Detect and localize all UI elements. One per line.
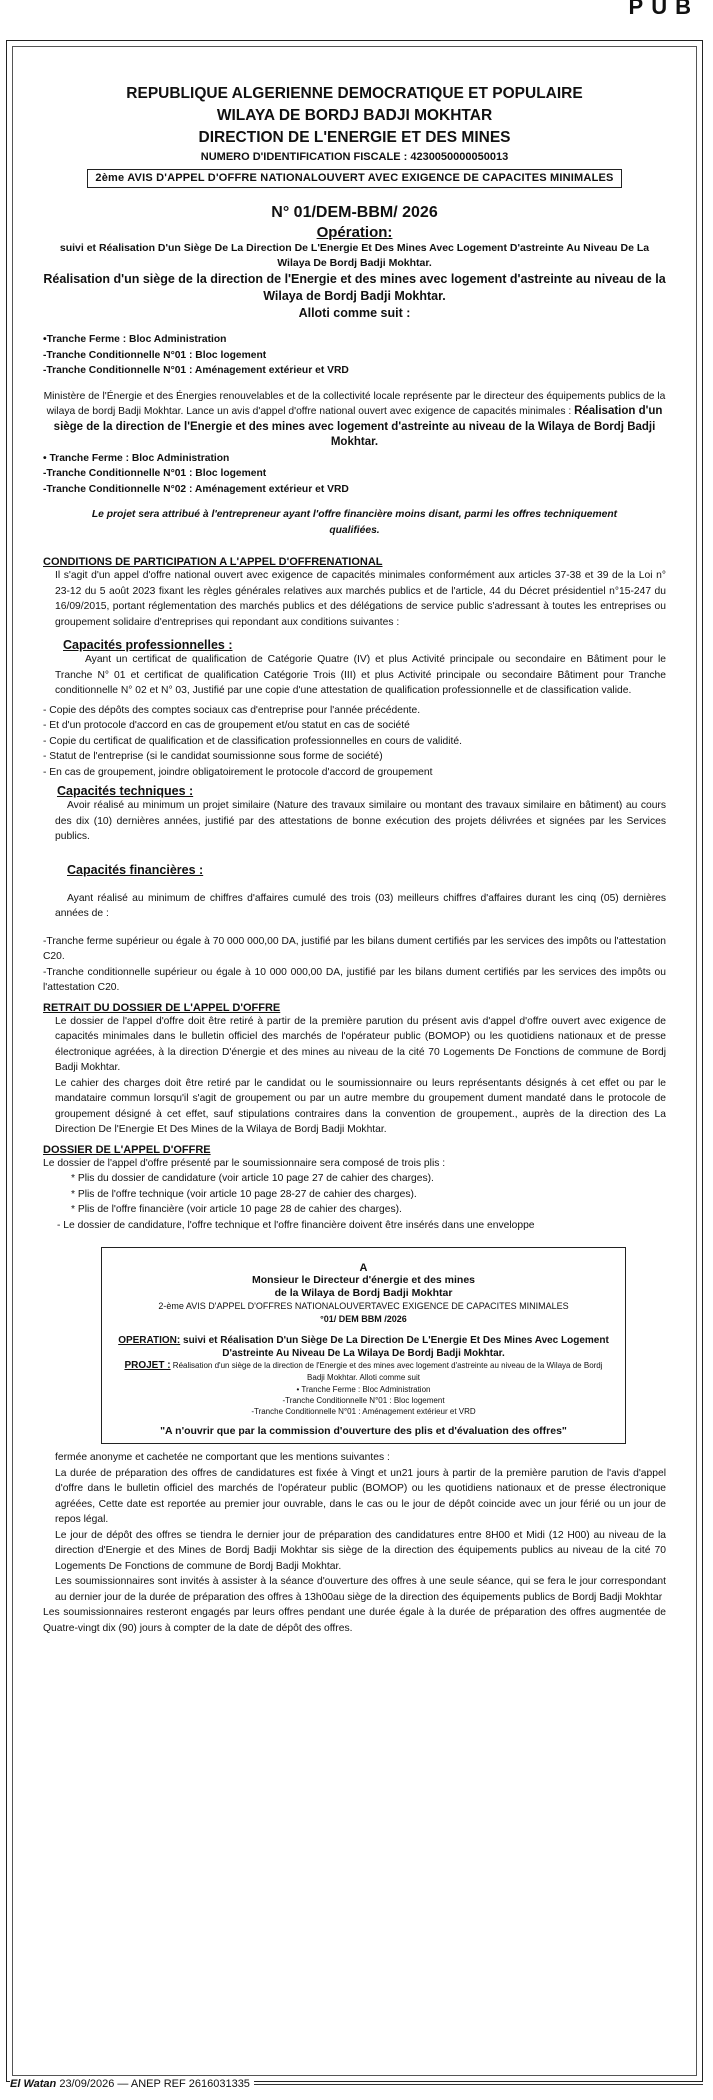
header-wilaya: WILAYA DE BORDJ BADJI MOKHTAR: [216, 107, 493, 124]
dossier-intro: Le dossier de l'appel d'offre présenté par le soumissionnaire sera composé de trois plis :: [43, 1157, 446, 1169]
envelope-proj-text: Réalisation d'un siège de la direction de l'Energie et des mines avec logement d'astreinte au niveau de la Wilaya de Bordj Badji Mokhtar. Alloti comme suit: [170, 1361, 603, 1382]
conditions-text: Il s'agit d'un appel d'offre national ouvert avec exigence de capacités minimales conformément aux articles 37-38 et 39 de la Loi n° 23-12 du 5 août 2023 fixant les règles générales relatives aux marchés publics et de l'article, 44 du Décret présidentiel n°15-247 du 16/09/2015, portant réglementation des marchés publics et des délégations de service public s'adressant à toutes les entreprises ou groupement solidaire d'entreprises qui repondant aux conditions suivantes :: [55, 570, 666, 628]
pli-item: * Plis de l'offre financière (voir article 10 page 28 de cahier des charges).: [71, 1204, 402, 1215]
cap-fin-title: Capacités financières :: [67, 862, 204, 877]
final-para: Les soumissionnaires resteront engagés par leurs offres pendant une durée égale à la durée de préparation des offres augmentée de Quatre-vingt dix (90) jours à compter de la date de dépôt des offres.: [43, 1607, 666, 1634]
plis-list: [43, 1171, 666, 1233]
envelope-number: °01/ DEM BBM /2026: [320, 1314, 407, 1324]
doc-item: - Et d'un protocole d'accord en cas de groupement et/ou statut en cas de société: [43, 720, 410, 731]
cap-fin-cond: -Tranche conditionnelle supérieur ou égale à 10 000 000,00 DA, justifié par les bilans dument certifiés par les services des impôts ou l'attestation C20.: [43, 966, 666, 993]
cap-fin-text: Ayant réalisé au minimum de chiffres d'affaires cumulé des trois (03) meilleurs chiffres d'affaires durant les cinq (05) dernières années de :: [55, 892, 666, 919]
cap-fin-ferme: -Tranche ferme supérieur ou égale à 70 000 000,00 DA, justifié par les bilans dument certifiés par les services des impôts ou l'attestation C20.: [43, 935, 666, 962]
footer-paper: El Watan: [10, 2078, 57, 2090]
tranche-item: •Tranche Ferme : Bloc Administration: [43, 334, 227, 345]
operation-title: Opération:: [316, 224, 393, 241]
envelope-a: A: [359, 1262, 368, 1274]
doc-item: - Copie des dépôts des comptes sociaux cas d'entreprise pour l'année précédente.: [43, 704, 421, 716]
retrait-para-1: Le dossier de l'appel d'offre doit être retiré à partir de la première parution du présent avis d'appel d'offre ouvert avec exigence de capacités minimales dans le bulletin officiel des marchés de l'opérateur public (BOMOP) ou les quotidiens nationaux et de presse électronique agréées, à la direction D'énergie et des mines au niveau de la cité 70 Logements De Fonctions de commune de Bordj Badji Mokhtar.: [55, 1015, 666, 1073]
envelope-to-2: de la Wilaya de Bordj Badji Mokhtar: [274, 1287, 453, 1299]
pli-item: * Plis de l'offre technique (voir article 10 page 28-27 de cahier des charges).: [71, 1188, 417, 1200]
final-para: fermée anonyme et cachetée ne comportant que les mentions suivantes :: [55, 1452, 390, 1463]
masthead-text: PUB: [628, 0, 699, 19]
final-para: Les soumissionnaires sont invités à assister à la séance d'ouverture des offres à une seule séance, qui se fera le jour correspondant au dernier jour de la durée de préparation des offres à 13h00au siège de la direction des équipements publics de Bordj Badji Mokhtar: [55, 1576, 666, 1603]
notice-number: N° 01/DEM-BBM/ 2026: [271, 204, 438, 221]
pli-item: * Plis du dossier de candidature (voir article 10 page 27 de cahier des charges).: [71, 1173, 434, 1184]
header-republic: REPUBLIQUE ALGERIENNE DEMOCRATIQUE ET POPULAIRE: [126, 85, 583, 102]
notice-type-box: 2ème AVIS D'APPEL D'OFFRE NATIONALOUVERT AVEC EXIGENCE DE CAPACITES MINIMALES: [87, 169, 622, 188]
footer: [10, 2078, 254, 2090]
intro-bold: Réalisation d'un siège de la direction de l'Energie et des mines avec logement d'astreinte au niveau de la Wilaya de Bordj Badji Mokhtar.: [53, 405, 663, 448]
envelope-proj-label: PROJET :: [124, 1360, 171, 1371]
cap-tech-title: Capacités techniques :: [57, 784, 194, 798]
tranche-item: • Tranche Ferme : Bloc Administration: [43, 452, 230, 464]
alloti-label: Alloti comme suit :: [298, 306, 411, 320]
operation-bold: Réalisation d'un siège de la direction de l'Energie et des mines avec logement d'astreinte au niveau de la Wilaya de Bordj Badji Mokhtar.: [43, 272, 666, 303]
envelope-project: [116, 1360, 611, 1384]
doc-item: - Statut de l'entreprise (si le candidat soumissionne sous forme de société): [43, 751, 383, 762]
envelope-avis: 2-ème AVIS D'APPEL D'OFFRES NATIONALOUVERTAVEC EXIGENCE DE CAPACITES MINIMALES: [158, 1301, 569, 1311]
envelope-operation: [116, 1334, 611, 1360]
envelope-to-1: Monsieur le Directeur d'énergie et des mines: [251, 1274, 476, 1286]
header-nif: NUMERO D'IDENTIFICATION FISCALE : 4230050000050013: [200, 151, 509, 163]
docs-list: [43, 703, 666, 781]
final-para: Le jour de dépôt des offres se tiendra le dernier jour de préparation des candidatures entre 8H00 et Midi (12 H00) au niveau de la direction d'Energie et des Mines de Bordj Badji Mokhtar sis siège de la direction des équipements publics au niveau de la cité 70 Logements De Fonctions de commune de Bordj Badji Mokhtar.: [55, 1529, 666, 1572]
conditions-title: CONDITIONS DE PARTICIPATION A L'APPEL D'OFFRENATIONAL: [43, 556, 383, 568]
envelope-op-text: suivi et Réalisation D'un Siège De La Direction De L'Energie Et Des Mines Avec Logement D'astreinte Au Niveau De La Wilaya De Bordj Badji Mokhtar.: [180, 1335, 609, 1359]
masthead-bar: [0, 0, 713, 38]
tranche-item: -Tranche Conditionnelle N°01 : Bloc logement: [43, 349, 267, 361]
dossier-title: DOSSIER DE L'APPEL D'OFFRE: [43, 1143, 211, 1156]
cap-pro-text: Ayant un certificat de qualification de Catégorie Quatre (IV) et plus Activité principale ou secondaire en Bâtiment pour le Tranche N° 01 et certificat de qualification Catégorie Trois (III) et plus Activité principale ou secondaire Bâtiment pour Tranche conditionnelle N° 02 et N° 03, Justifié par une copie d'une attestation de qualification professionnelle et de classification valide.: [55, 654, 666, 696]
tranche-item: -Tranche Conditionnelle N°02 : Aménagement extérieur et VRD: [43, 483, 349, 495]
notice-body: [12, 46, 697, 2076]
envelope-box: [101, 1247, 626, 1444]
envelope-tranche: -Tranche Conditionnelle N°01 : Aménagement extérieur et VRD: [251, 1407, 476, 1416]
envelope-tranche: -Tranche Conditionnelle N°01 : Bloc logement: [282, 1396, 445, 1405]
retrait-para-2: Le cahier des charges doit être retiré par le candidat ou le soumissionnaire ou leurs représentants désignés à cet effet ou par le mandataire commun lorsqu'il s'agit de groupement ou par un autre membre du groupement dument mandaté dans le protocole de groupement désigné à cet effet, sauf stipulations contraires dans la convention de groupement., auprès de la direction des La Direction De l'Energie Et Des Mines de la Wilaya de Bordj Badji Mokhtar.: [55, 1077, 666, 1135]
intro-paragraph: [43, 389, 666, 451]
intro-text: Ministère de l'Énergie et des Énergies renouvelables et de la collectivité locale représente par le directeur des équipements publics de la wilaya de bordj Badji Mokhtar. Lance un avis d'appel d'offre national ouvert avec exigence de capacités minimales :: [43, 390, 666, 417]
tranche-item: -Tranche Conditionnelle N°01 : Bloc logement: [43, 468, 267, 479]
tranches-list-2: [43, 451, 666, 498]
footer-ref: 23/09/2026 — ANEP REF 2616031335: [56, 2078, 250, 2090]
retrait-title: RETRAIT DU DOSSIER DE L'APPEL D'OFFRE: [43, 1001, 281, 1014]
attribution-note: Le projet sera attribué à l'entrepreneur ayant l'offre financière moins disant, parmi les offres techniquement qualifiées.: [91, 509, 618, 536]
header-direction: DIRECTION DE L'ENERGIE ET DES MINES: [198, 129, 511, 146]
envelope-tranche: • Tranche Ferme : Bloc Administration: [296, 1385, 431, 1394]
doc-item: - En cas de groupement, joindre obligatoirement le protocole d'accord de groupement: [43, 766, 433, 778]
envelope-op-label: OPERATION:: [118, 1335, 181, 1346]
tranche-item: -Tranche Conditionnelle N°01 : Aménagement extérieur et VRD: [43, 365, 349, 376]
envelope-warning: "A n'ouvrir que par la commission d'ouverture des plis et d'évaluation des offres": [160, 1425, 567, 1437]
final-para: La durée de préparation des offres de candidatures est fixée à Vingt et un21 jours à partir de la première parution de l'avis d'appel d'offre dans le bulletin officiel des marchés de l'opérateur public (BOMOP) ou les quotidiens nationaux et de presse électronique agréées, Cette date est reportée au premier jour ouvrable, dans le cas ou le jour de dépôt coincide avec un jour férié ou un jour de repos légal.: [55, 1467, 666, 1525]
doc-item: - Copie du certificat de qualification et de classification professionnelles en cours de validité.: [43, 735, 462, 747]
cap-tech-text: Avoir réalisé au minimum un projet similaire (Nature des travaux similaire ou montant des travaux similaire en bâtiment) au cours des dix (10) dernières années, justifié par des attestations de bonne exécution des projets délivrées et signées par les Services publics.: [55, 800, 666, 842]
cap-pro-title: Capacités professionnelles :: [63, 638, 233, 652]
tranches-list-1: [43, 332, 666, 379]
operation-text: suivi et Réalisation D'un Siège De La Direction De L'Energie Et Des Mines Avec Logement D'astreinte Au Niveau De La Wilaya De Bordj Badji Mokhtar.: [59, 242, 650, 269]
pli-item: - Le dossier de candidature, l'offre technique et l'offre financière doivent être insérés dans une enveloppe: [57, 1219, 535, 1231]
